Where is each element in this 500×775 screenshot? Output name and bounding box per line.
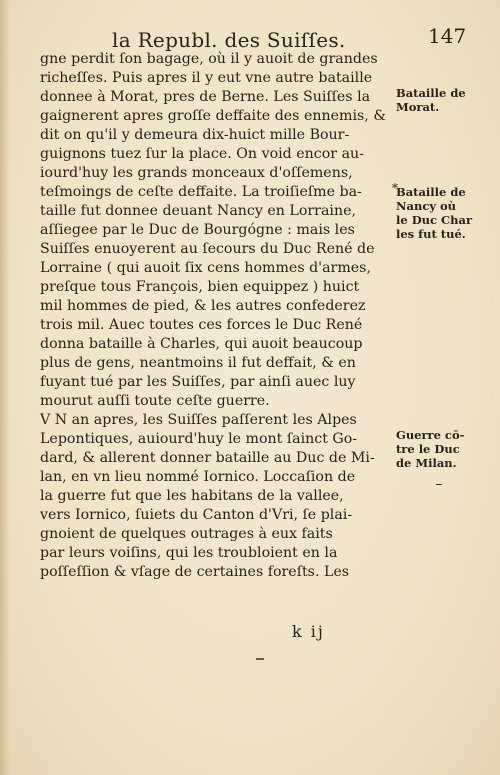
text-line: gaignerent apres groſſe deffaite des ennemis, & [40,108,386,124]
running-title: la Republ. des Suiſſes. [112,28,346,52]
text-line: Suiſſes enuoyerent au ſecours du Duc René de [40,241,375,257]
margin-note-line: de Milan. [396,456,457,470]
margin-note-line: Nancy où [396,199,457,213]
text-line: mil hommes de pied, & les autres confederez [40,298,366,314]
text-line: vers Iornico, ſuiets du Canton d'Vri, ſe plai- [40,507,353,523]
text-line: mourut auſſi toute ceſte guerre. [40,393,270,409]
page-header [0,22,500,52]
signature-mark: k ij [292,622,325,641]
text-line: Lepontiques, auiourd'huy le mont ſainct Go- [40,431,358,447]
text-line: V N an apres, les Suiſſes paſſerent les Alpes [40,412,357,428]
text-line [40,601,390,620]
margin-note-line: Bataille de [396,185,466,199]
page-number: 147 [428,24,467,48]
text-line: fuyant tué par les Suiſſes, par ainſi auec luy [40,374,356,390]
margin-note-morat [396,86,476,114]
text-line: dard, & allerent donner bataille au Duc de Mi- [40,450,375,466]
margin-note-milan [396,428,476,470]
text-line: la guerre fut que les habitans de la vallee, [40,488,344,504]
margin-note-line: le Duc Char [396,213,473,227]
text-line: donnee à Morat, pres de Berne. Les Suiſſes la [40,89,371,105]
text-line: par leurs voiſins, qui les troubloient en la [40,545,338,561]
margin-note-line: tre le Duc [396,442,460,456]
text-line: richeſſes. Puis apres il y eut vne autre bataille [40,70,373,86]
text-line: plus de gens, neantmoins il fut deffait, & en [40,355,356,371]
text-line: donna bataille à Charles, qui auoit beaucoup [40,336,363,352]
text-line: trois mil. Auec toutes ces forces le Duc René [40,317,363,333]
text-line: lan, en vn lieu nommé Iornico. Loccaſion de [40,469,356,485]
text-line: gne perdit ſon bagage, où il y auoit de grandes [40,51,378,67]
bottom-mark [256,658,264,660]
page-gutter [0,0,10,775]
text-line: guignons tuez ſur la place. On void encor au- [40,146,364,162]
text-line [40,582,390,601]
text-line [40,620,390,639]
text-line: teſmoings de ceſte deffaite. La troiſieſme ba- [40,184,362,200]
text-line: taille fut donnee deuant Nancy en Lorraine, [40,203,356,219]
margin-note-line: Bataille de [396,86,466,100]
text-line: iourd'huy les grands monceaux d'oſſemens, [40,165,353,181]
margin-note-line: Guerre cō- [396,428,465,442]
margin-note-line: Morat. [396,100,440,114]
note-asterisk: * [392,181,398,195]
text-line: aſſiegee par le Duc de Bourgógne : mais les [40,222,355,238]
text-line: dit on qu'il y demeura dix-huict mille Bour- [40,127,350,143]
text-line: preſque tous François, bien equippez ) huict [40,279,360,295]
text-line: poſſeſſion & vſage de certaines foreſts. Les [40,564,350,580]
margin-note-nancy [396,185,476,241]
text-line: gnoient de quelques outrages à eux faits [40,526,333,542]
margin-note-line: les fut tué. [396,227,466,241]
text-line: Lorraine ( qui auoit ſix cens hommes d'armes, [40,260,371,276]
margin-dash [436,484,442,485]
main-text [40,50,390,639]
